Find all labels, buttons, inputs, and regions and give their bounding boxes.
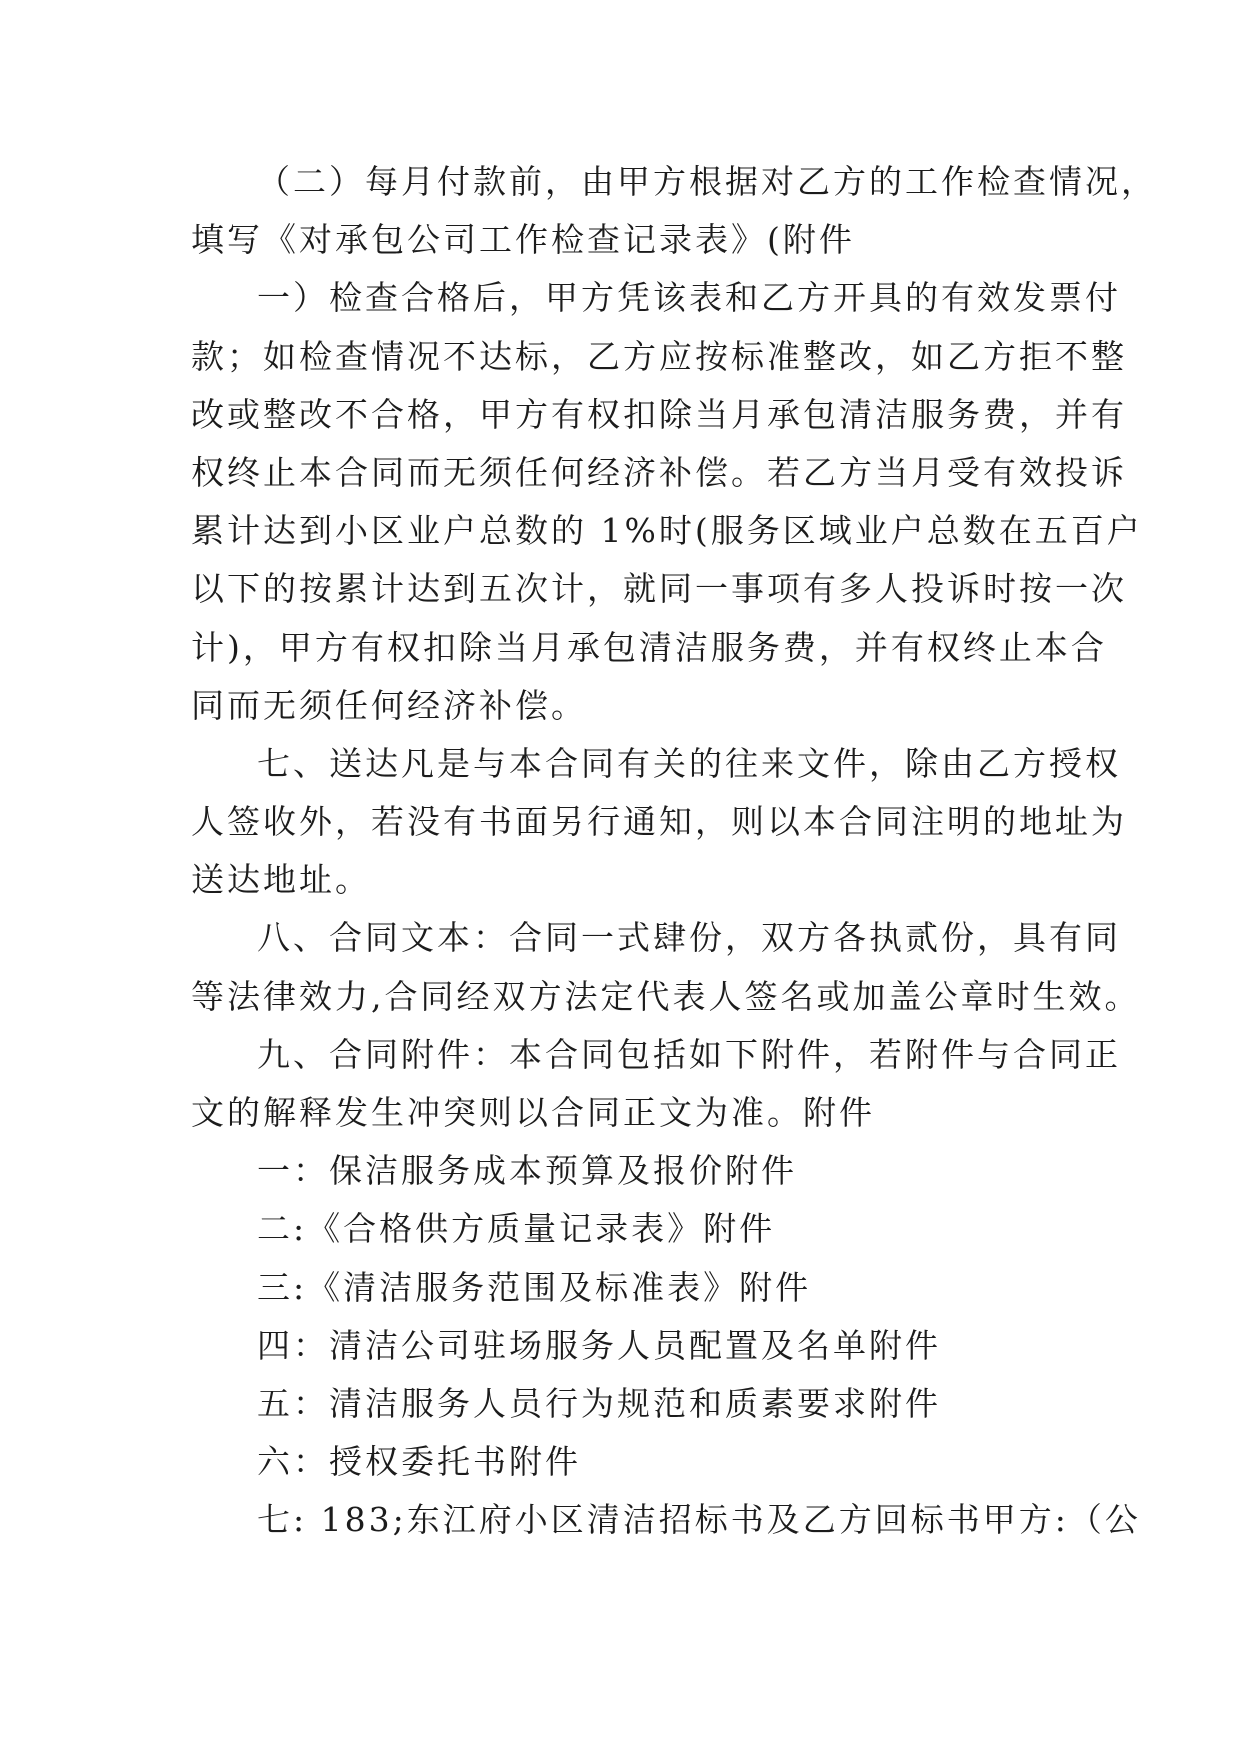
text-line: 一：保洁服务成本预算及报价附件 <box>257 1151 797 1191</box>
text-line: 人签收外，若没有书面另行通知，则以本合同注明的地址为 <box>191 802 1127 842</box>
text-line: 四：清洁公司驻场服务人员配置及名单附件 <box>257 1325 941 1365</box>
text-line: 文的解释发生冲突则以合同正文为准。附件 <box>191 1093 875 1132</box>
text-line: 改或整改不合格，甲方有权扣除当月承包清洁服务费，并有 <box>191 394 1127 434</box>
text-line: （二）每月付款前，由甲方根据对乙方的工作检查情况， <box>257 162 1157 201</box>
text-line: 五：清洁服务人员行为规范和质素要求附件 <box>257 1383 941 1423</box>
text-line: 八、合同文本：合同一式肆份，双方各执贰份，具有同 <box>257 918 1121 958</box>
text-line: 以下的按累计达到五次计，就同一事项有多人投诉时按一次 <box>191 569 1127 609</box>
text-line: 等法律效力,合同经双方法定代表人签名或加盖公章时生效。 <box>191 976 1141 1016</box>
text-line: 填写《对承包公司工作检查记录表》(附件 <box>191 220 855 260</box>
text-line: 六：授权委托书附件 <box>257 1442 581 1482</box>
text-line: 同而无须任何经济补偿。 <box>191 685 587 725</box>
text-line: 权终止本合同而无须任何经济补偿。若乙方当月受有效投诉 <box>191 452 1127 492</box>
text-line: 一）检查合格后，甲方凭该表和乙方开具的有效发票付 <box>257 278 1121 318</box>
text-line: 累计达到小区业户总数的 1%时(服务区域业户总数在五百户 <box>191 511 1143 551</box>
text-line: 款；如检查情况不达标，乙方应按标准整改，如乙方拒不整 <box>191 336 1127 376</box>
text-line: 送达地址。 <box>191 860 371 900</box>
text-line: 七: 183;东江府小区清洁招标书及乙方回标书甲方:（公 <box>257 1500 1141 1540</box>
text-line: 二:《合格供方质量记录表》附件 <box>257 1209 776 1249</box>
text-line: 三:《清洁服务范围及标准表》附件 <box>257 1267 812 1307</box>
text-line: 九、合同附件：本合同包括如下附件，若附件与合同正 <box>257 1034 1121 1074</box>
text-line: 计)，甲方有权扣除当月承包清洁服务费，并有权终止本合 <box>191 627 1107 667</box>
text-line: 七、送达凡是与本合同有关的往来文件，除由乙方授权 <box>257 743 1121 783</box>
contract-body-text <box>191 153 1157 1550</box>
